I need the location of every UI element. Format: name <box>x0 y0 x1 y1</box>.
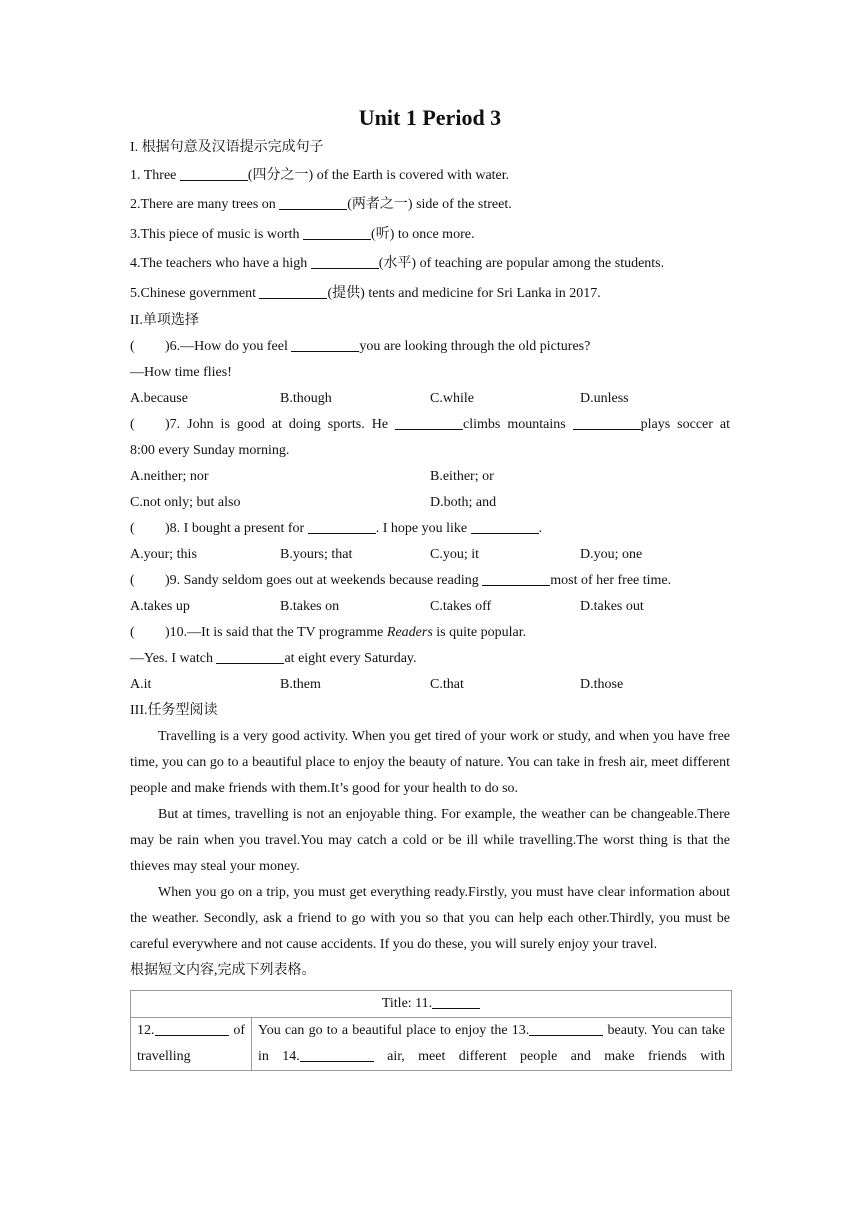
table-title-cell: Title: 11. <box>131 990 732 1017</box>
option[interactable]: B.them <box>280 676 321 692</box>
option[interactable]: A.it <box>130 676 152 692</box>
option[interactable]: C.that <box>430 676 464 692</box>
question-6: ( )6.—How do you feel you are looking through the old pictures? <box>130 334 730 360</box>
option[interactable]: D.takes out <box>580 598 644 614</box>
question-1: 1. Three (四分之一) of the Earth is covered with water. <box>130 168 510 183</box>
option[interactable]: C.takes off <box>430 598 492 614</box>
question-5: 5.Chinese government (提供) tents and medicine for Sri Lanka in 2017. <box>130 285 601 301</box>
answer-blank[interactable] <box>432 994 480 1009</box>
answer-blank[interactable] <box>308 519 376 534</box>
answer-paren[interactable]: ( <box>130 572 135 588</box>
answer-blank[interactable] <box>300 1047 374 1062</box>
answer-blank[interactable] <box>395 415 463 430</box>
question-10: ( )10.—It is said that the TV programme Readers is quite popular. <box>130 620 730 646</box>
table-row-content: You can go to a beautiful place to enjoy the 13. beauty. You can take in 14. air, meet different people and make friends with <box>252 1017 732 1070</box>
option[interactable]: A.your; this <box>130 546 197 562</box>
answer-paren[interactable]: ( <box>130 338 135 354</box>
option[interactable]: A.because <box>130 390 188 406</box>
answer-blank[interactable] <box>216 649 284 664</box>
page-title: Unit 1 Period 3 <box>358 105 502 130</box>
option[interactable]: A.takes up <box>130 598 190 614</box>
option[interactable]: A.neither; nor <box>130 468 209 484</box>
question-8-options <box>130 542 730 568</box>
question-8: ( )8. I bought a present for . I hope you like . <box>130 516 730 542</box>
answer-blank[interactable] <box>180 166 248 181</box>
question-2: 2.There are many trees on (两者之一) side of the street. <box>130 197 512 213</box>
answer-blank[interactable] <box>279 195 347 210</box>
section2-heading: II.单项选择 <box>130 312 199 328</box>
option[interactable]: B.yours; that <box>280 546 353 562</box>
answer-paren[interactable]: ( <box>130 520 135 536</box>
question-10-reply: —Yes. I watch at eight every Saturday. <box>130 650 417 666</box>
answer-blank[interactable] <box>573 415 641 430</box>
worksheet-page <box>130 103 730 1071</box>
question-7-options-row2 <box>130 490 730 516</box>
option[interactable]: C.not only; but also <box>130 494 241 510</box>
answer-blank[interactable] <box>303 225 371 240</box>
section3-heading: III.任务型阅读 <box>130 702 218 718</box>
question-7: ( )7. John is good at doing sports. He climbs mountains plays soccer at <box>130 412 730 438</box>
answer-blank[interactable] <box>471 519 539 534</box>
question-3: 3.This piece of music is worth (听) to once more. <box>130 226 475 242</box>
programme-name: Readers <box>386 624 433 640</box>
section1-heading: I. 根据句意及汉语提示完成句子 <box>130 140 324 155</box>
reading-table <box>130 990 732 1071</box>
option[interactable]: B.though <box>280 390 332 406</box>
answer-paren[interactable]: ( <box>130 416 135 432</box>
option[interactable]: D.those <box>580 676 624 692</box>
answer-blank[interactable] <box>529 1021 603 1036</box>
option[interactable]: B.either; or <box>430 468 494 484</box>
answer-blank[interactable] <box>482 571 550 586</box>
question-9-options <box>130 594 730 620</box>
option[interactable]: C.you; it <box>430 546 480 562</box>
table-instruction: 根据短文内容,完成下列表格。 <box>130 962 316 978</box>
answer-blank[interactable] <box>155 1021 229 1036</box>
question-10-options <box>130 672 730 698</box>
question-9: ( )9. Sandy seldom goes out at weekends because reading most of her free time. <box>130 568 730 594</box>
reading-paragraph-1: Travelling is a very good activity. When you get tired of your work or study, and when you have free time, you can go to a beautiful place to enjoy the beauty of nature. You can take in fresh air, meet different people and make friends with them.It’s good for your health to do so. <box>130 728 730 796</box>
question-6-options <box>130 386 730 412</box>
question-6-reply: —How time flies! <box>130 364 232 380</box>
question-7-options-row1 <box>130 464 730 490</box>
option[interactable]: D.unless <box>580 390 629 406</box>
answer-paren[interactable]: ( <box>130 624 135 640</box>
answer-blank[interactable] <box>291 337 359 352</box>
answer-blank[interactable] <box>311 254 379 269</box>
answer-blank[interactable] <box>259 284 327 299</box>
option[interactable]: D.you; one <box>580 546 643 562</box>
option[interactable]: D.both; and <box>430 494 497 510</box>
option[interactable]: C.while <box>430 390 474 406</box>
table-row-label: 12. of travelling <box>131 1017 252 1070</box>
reading-paragraph-2: But at times, travelling is not an enjoyable thing. For example, the weather can be changeable.There may be rain when you travel.You may catch a cold or be ill while travelling.The worst thing is that the thieves may steal your money. <box>130 806 730 874</box>
option[interactable]: B.takes on <box>280 598 340 614</box>
question-4: 4.The teachers who have a high (水平) of teaching are popular among the students. <box>130 256 665 272</box>
reading-paragraph-3: When you go on a trip, you must get everything ready.Firstly, you must have clear information about the weather. Secondly, ask a friend to go with you so that you can help each other.Thirdly, you must be careful everywhere and not cause accidents. If you do these, you will surely enjoy your travel. <box>130 884 730 952</box>
question-7-line2: 8:00 every Sunday morning. <box>130 442 290 458</box>
